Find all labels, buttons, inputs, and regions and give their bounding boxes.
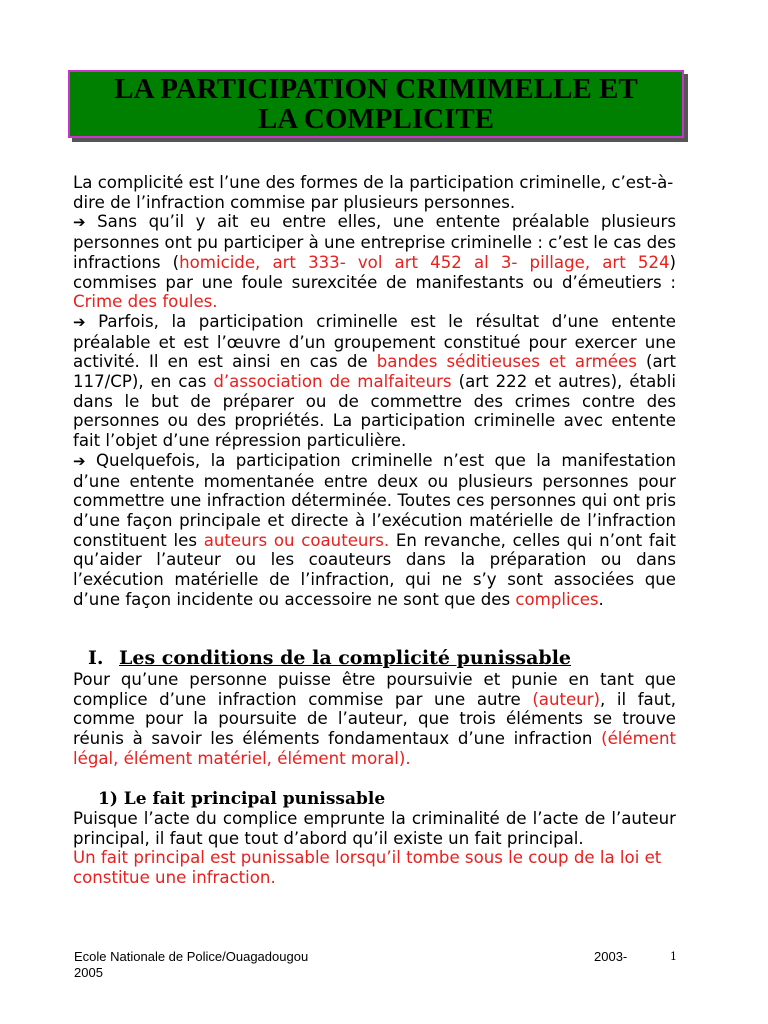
section-1-number: I.	[88, 647, 104, 669]
subsection-1-paragraph: Puisque l’acte du complice emprunte la criminalité de l’acte de l’auteur principal, il faut que tout d’abord qu’il existe un fait principal.	[73, 809, 676, 848]
section-1-red-auteur: (auteur)	[532, 689, 601, 709]
intro-p2-text-a: Sans qu’il y ait eu entre elles, une entente préalable plusieurs personnes ont pu participer à une entreprise criminelle : c’est le cas des infractions (	[73, 212, 676, 272]
intro-p2-red-crime: Crime des foules.	[73, 292, 218, 312]
intro-p2-text-b: ) commises par une foule surexcitée de manifestants ou d’émeutiers :	[73, 252, 676, 292]
arrow-right-icon: ➔	[73, 312, 86, 331]
footer-page-number: 1	[670, 950, 677, 963]
section-1-text	[73, 670, 676, 769]
intro-p3-text-a: Parfois, la participation criminelle est le résultat d’une entente préalable et est l’œuvre d’un groupement constitué pour exercer une activité. Il en est ainsi en cas de	[73, 311, 676, 372]
title-banner	[68, 70, 684, 138]
intro-p4-red-complices: complices	[515, 589, 599, 609]
intro-paragraph-2	[73, 212, 676, 312]
subsection-1-red-paragraph: Un fait principal est punissable lorsqu’il tombe sous le coup de la loi et constitue une infraction.	[73, 848, 662, 888]
intro-paragraph-4	[73, 451, 676, 610]
section-1-text-b: , il faut, comme pour la poursuite de l’auteur, que trois éléments se trouve réunis à savoir les éléments fondamentaux d’une infraction	[73, 689, 677, 749]
intro-p4-text-c: .	[598, 589, 604, 609]
intro-p3-red-association: d’association de malfaiteurs	[213, 372, 452, 392]
section-1-text-a: Pour qu’une personne puisse être poursuivie et punie en tant que complice d’une infraction commise par une autre	[73, 670, 676, 709]
subsection-1-heading	[98, 788, 598, 810]
section-1-heading	[88, 646, 708, 670]
intro-p2-red-articles: homicide, art 333- vol art 452 al 3- pillage, art 524	[179, 252, 670, 272]
footer-year-end: 2005	[74, 965, 103, 980]
footer-year-start: 2003-	[594, 949, 628, 964]
subsection-1-text	[73, 809, 676, 888]
intro-p4-red-auteurs: auteurs ou coauteurs.	[203, 530, 390, 550]
intro-p3-text-b: (art 117/CP), en cas	[73, 352, 677, 392]
title-line-1: LA PARTICIPATION CRIMIMELLE ET	[114, 73, 638, 105]
intro-p3-red-bandes: bandes séditieuses et armées	[376, 352, 637, 372]
arrow-right-icon: ➔	[73, 451, 86, 470]
arrow-right-icon: ➔	[73, 213, 86, 232]
subsection-1-title: Le fait principal punissable	[123, 789, 386, 809]
section-1-red-elements: (élément légal, élément matériel, élément moral).	[73, 729, 676, 768]
intro-paragraph-1: La complicité est l’une des formes de la participation criminelle, c’est-à-dire de l’infraction commise par plusieurs personnes.	[73, 173, 674, 212]
intro-p4-text-a: Quelquefois, la participation criminelle n’est que la manifestation d’une entente momentanée entre deux ou plusieurs personnes pour commettre une infraction déterminée. Toutes ces personnes qui ont pris d’une façon principale et directe à l’exécution matérielle de l’infraction constituent les	[73, 450, 676, 550]
intro-p4-text-b: En revanche, celles qui n’ont fait qu’aider l’auteur ou les coauteurs dans la préparation ou dans l’exécution matérielle de l’infraction, qui ne s’y sont associées que d’une façon incidente ou accessoire ne sont que des	[73, 530, 677, 609]
title-line-2: LA COMPLICITE	[257, 103, 495, 135]
intro-p3-text-c: (art 222 et autres), établi dans le but de préparer ou de commettre des crimes contre des personnes ou des propriétés. La participation criminelle avec entente fait l’objet d’une répression particulière.	[73, 372, 676, 451]
intro-paragraph-3	[73, 312, 676, 451]
subsection-1-number: 1)	[98, 789, 118, 809]
intro-text	[73, 173, 676, 609]
section-1-title: Les conditions de la complicité punissable	[119, 647, 572, 669]
footer-school: Ecole Nationale de Police/Ouagadougou	[74, 949, 309, 964]
